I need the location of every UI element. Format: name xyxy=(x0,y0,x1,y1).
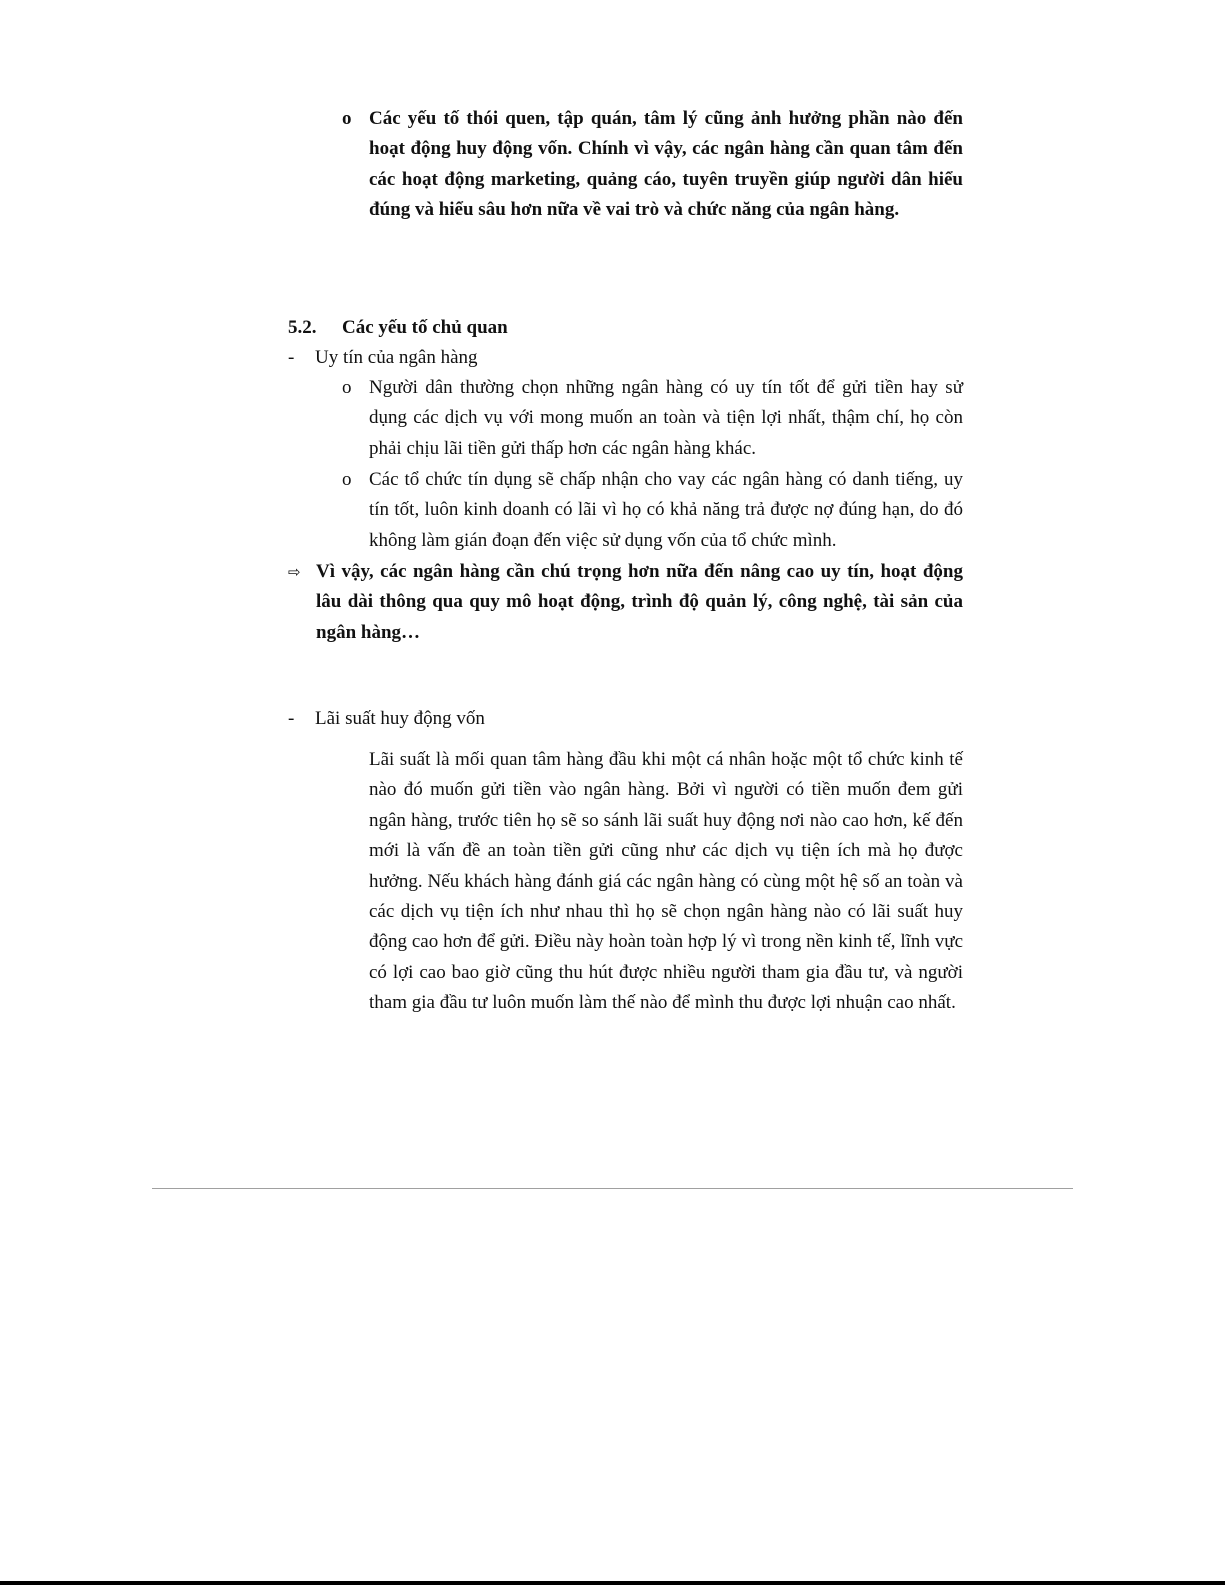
factor-reputation-item xyxy=(288,343,968,373)
intro-bullet-text: Các yếu tố thói quen, tập quán, tâm lý cũng ảnh hưởng phần nào đến hoạt động huy động vốn. Chính vì vậy, các ngân hàng cần quan tâm đến các hoạt động marketing, quảng cáo, tuyên truyền giúp người dân hiểu đúng và hiểu sâu hơn nữa về vai trò và chức năng của ngân hàng. xyxy=(369,108,963,221)
arrow-icon: ⇨ xyxy=(288,563,301,581)
interest-paragraph: Lãi suất là mối quan tâm hàng đầu khi một cá nhân hoặc một tổ chức kinh tế nào đó muốn gửi tiền vào ngân hàng. Bởi vì người có tiền muốn đem gửi ngân hàng, trước tiên họ sẽ so sánh lãi suất huy động nơi nào cao hơn, kế đến mới là vấn đề an toàn tiền gửi cũng như các dịch vụ tiện ích mà họ được hưởng. Nếu khách hàng đánh giá các ngân hàng có cùng một hệ số an toàn và các dịch vụ tiện ích như nhau thì họ sẽ chọn ngân hàng nào có lãi suất huy động cao hơn để gửi. Điều này hoàn toàn hợp lý vì trong nền kinh tế, lĩnh vực có lợi cao bao giờ cũng thu hút được nhiều người tham gia đầu tư, và người tham gia đầu tư luôn muốn làm thế nào để mình thu được lợi nhuận cao nhất. xyxy=(369,749,963,1014)
reputation-bullet-2-text: Các tổ chức tín dụng sẽ chấp nhận cho vay các ngân hàng có danh tiếng, uy tín tốt, luôn kinh doanh có lãi vì họ có khả năng trả được nợ đúng hạn, do đó không làm gián đoạn đến việc sử dụng vốn của tổ chức mình. xyxy=(369,469,963,551)
page-bottom-edge xyxy=(0,1581,1225,1585)
intro-bullet xyxy=(342,104,963,226)
dash-marker: - xyxy=(288,708,295,729)
page-divider xyxy=(152,1188,1073,1189)
bullet-marker: o xyxy=(342,108,352,129)
section-heading xyxy=(288,313,508,343)
section-number: 5.2. xyxy=(288,317,317,338)
factor-reputation-label: Uy tín của ngân hàng xyxy=(315,347,478,368)
section-title: Các yếu tố chủ quan xyxy=(342,317,508,338)
dash-marker: - xyxy=(288,347,295,368)
reputation-conclusion-text: Vì vậy, các ngân hàng cần chú trọng hơn nữa đến nâng cao uy tín, hoạt động lâu dài thông qua quy mô hoạt động, trình độ quản lý, công nghệ, tài sản của ngân hàng… xyxy=(316,561,963,643)
reputation-bullet-2 xyxy=(342,465,963,556)
reputation-bullet-1-text: Người dân thường chọn những ngân hàng có uy tín tốt để gửi tiền hay sử dụng các dịch vụ với mong muốn an toàn và tiện lợi nhất, thậm chí, họ còn phải chịu lãi tiền gửi thấp hơn các ngân hàng khác. xyxy=(369,377,963,459)
bullet-marker: o xyxy=(342,377,352,398)
reputation-conclusion xyxy=(288,557,963,648)
reputation-bullet-1 xyxy=(342,373,963,464)
bullet-marker: o xyxy=(342,469,352,490)
factor-interest-item xyxy=(288,704,968,734)
factor-interest-label: Lãi suất huy động vốn xyxy=(315,708,485,729)
